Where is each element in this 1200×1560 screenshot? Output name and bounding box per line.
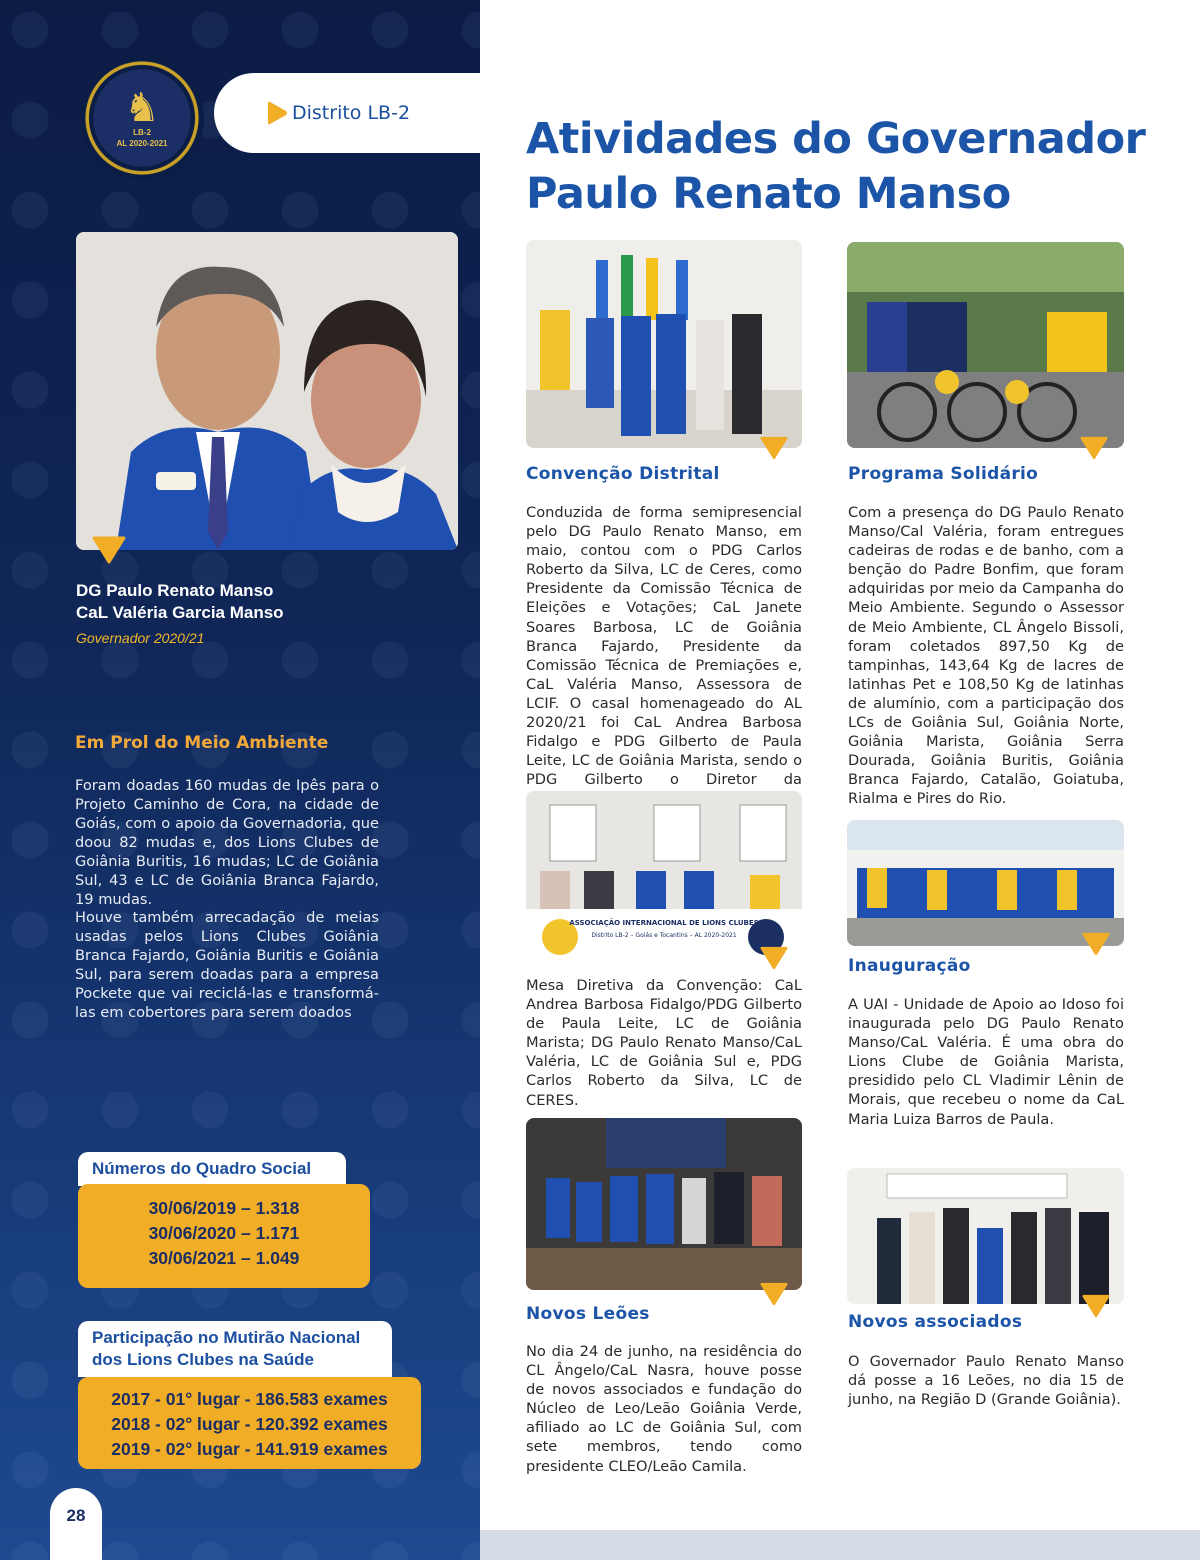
- convention-title: Convenção Distrital: [526, 464, 720, 484]
- portrait-caption: [76, 580, 284, 624]
- membership-box: [78, 1184, 370, 1288]
- seal-year: AL 2020-2021: [116, 139, 168, 148]
- solidarity-program-photo: [847, 242, 1124, 448]
- environment-section-title: Em Prol do Meio Ambiente: [75, 733, 329, 753]
- gold-pin-marker-icon: [1082, 1294, 1110, 1318]
- gold-pin-marker-icon: [760, 436, 788, 460]
- new-leos-text: No dia 24 de junho, na residência do CL Ângelo/CaL Nasra, houve posse de novos associados e fundação do Núcleo de Leo/Leão Goiânia Verde, afiliado ao LC de Goiânia Sul, com sete membros, tendo como presidente CLEO/Leão Camila.: [526, 1343, 802, 1475]
- inauguration-text: A UAI - Unidade de Apoio ao Idoso foi inaugurada pelo DG Paulo Renato Manso/CaL Valéria. É uma obra do Lions Clube de Goiânia Marista, presidido pelo CL Vladimir Lênin de Morais, que recebeu o nome da CaL Maria Luiza Barros de Paula.: [848, 996, 1124, 1128]
- membership-box-title: Números do Quadro Social: [78, 1152, 346, 1186]
- mutirao-row: 2018 - 02° lugar - 120.392 exames: [111, 1414, 388, 1434]
- membership-row: 30/06/2019 – 1.318: [148, 1198, 300, 1218]
- governor-portrait-photo: [76, 232, 458, 550]
- new-leos-photo: [526, 1118, 802, 1290]
- gold-pin-marker-icon: [760, 946, 788, 970]
- inauguration-title: Inauguração: [848, 956, 971, 976]
- district-label: Distrito LB-2: [292, 102, 411, 124]
- inauguration-photo: [847, 820, 1124, 946]
- new-members-illustration: [847, 1168, 1124, 1304]
- gold-pin-marker-icon: [760, 1282, 788, 1306]
- board-table-illustration: [526, 791, 802, 963]
- convention-photo: [526, 240, 802, 448]
- district-tab: [214, 73, 480, 153]
- new-members-photo: [847, 1168, 1124, 1304]
- portrait-illustration: [76, 232, 458, 550]
- gold-pin-marker-icon: [1080, 436, 1108, 460]
- environment-paragraph-1: Foram doadas 160 mudas de Ipês para o Projeto Caminho de Cora, na cidade de Goiás, com o apoio da Governadoria, que doou 82 mudas e, dos Lions Clubes de Goiânia Buritis, 16 mudas; LC de Goiânia Sul, 43 e LC de Goiânia Branca Fajardo, 19 mudas.: [75, 777, 379, 908]
- solidarity-program-text: Com a presença do DG Paulo Renato Manso/Cal Valéria, foram entregues cadeiras de rodas e de banho, com a benção do Padre Bonfim, que foram adquiridas por meio da Campanha do Meio Ambiente. Segundo o Assessor de Meio Ambiente, CL Ângelo Bissoli, foram coletados 897,50 Kg de tampinhas, 143,64 Kg de lacres de latinhas Pet e 108,50 Kg de latinhas de alumínio, com a participação dos LCs de Goiânia Sul, Goiânia Norte, Goiânia Marista, Goiânia Serra Dourada, Goiânia Buritis, Goiânia Branca Fajardo, Catalão, Goiatuba, Rialma e Pires do Rio.: [848, 504, 1124, 808]
- banner-line-1: ASSOCIAÇÃO INTERNACIONAL DE LIONS CLUBES: [569, 919, 759, 927]
- gold-pin-marker-icon: [1082, 932, 1110, 956]
- solidarity-program-title: Programa Solidário: [848, 464, 1039, 484]
- gold-pin-marker-icon: [92, 536, 126, 564]
- page-title-line-2: Paulo Renato Manso: [526, 169, 1011, 219]
- mutirao-box-title: [78, 1321, 392, 1377]
- new-members-text: O Governador Paulo Renato Manso dá posse a 16 Leões, no dia 15 de junho, na Região D (Grande Goiânia).: [848, 1353, 1124, 1409]
- horse-head-icon: ♞: [124, 86, 160, 130]
- board-table-text: Mesa Diretiva da Convenção: CaL Andrea Barbosa Fidalgo/PDG Gilberto de Paula Leite, LC de Goiânia Marista; DG Paulo Renato Manso/CaL Valéria, LC de Goiânia Sul e, PDG Carlos Roberto da Silva, LC de CERES.: [526, 977, 802, 1109]
- inauguration-illustration: [847, 820, 1124, 946]
- page-number: 28: [50, 1488, 102, 1560]
- portrait-role: Governador 2020/21: [76, 630, 205, 646]
- convention-text: Conduzida de forma semipresencial pelo DG Paulo Renato Manso, em maio, contou com o PDG Carlos Roberto da Silva, LC de Ceres, como Presidente da Comissão Técnica de Eleições e Votações; CaL Janete Soares Barbosa, LC de Goiânia Branca Fajardo, Presidente da Comissão Técnica de Premiações e, CaL Valéria Manso, Assessora de LCIF. O casal homenageado do AL 2020/21 foi CaL Andrea Barbosa Fidalgo e PDG Gilberto de Paula Leite, LC de Goiânia Marista, sendo o PDG Gilberto o Diretor da: [526, 504, 802, 789]
- page-title-line-1: Atividades do Governador: [526, 114, 1146, 164]
- portrait-name-2: CaL Valéria Garcia Manso: [76, 603, 284, 622]
- portrait-name-1: DG Paulo Renato Manso: [76, 581, 274, 600]
- page-title: [526, 112, 1145, 222]
- district-seal: [80, 56, 204, 180]
- mutirao-title-line-2: dos Lions Clubes na Saúde: [92, 1350, 314, 1369]
- footer-strip: [480, 1530, 1200, 1560]
- environment-paragraph-2: Houve também arrecadação de meias usadas pelos Lions Clubes Goiânia Branca Fajardo, Goiânia Buritis e Goiânia Sul, para serem doadas para a empresa Pockete que vai reciclá-las e transformá-las em cobertores para serem doados: [75, 909, 379, 1021]
- new-leos-illustration: [526, 1118, 802, 1290]
- membership-row: 30/06/2021 – 1.049: [148, 1248, 300, 1268]
- membership-row: 30/06/2020 – 1.171: [148, 1223, 300, 1243]
- board-table-photo: [526, 791, 802, 963]
- solidarity-program-illustration: [847, 242, 1124, 448]
- mutirao-box: [78, 1377, 421, 1469]
- new-members-title: Novos associados: [848, 1312, 1023, 1332]
- mutirao-title-line-1: Participação no Mutirão Nacional: [92, 1328, 361, 1347]
- mutirao-row: 2017 - 01° lugar - 186.583 exames: [111, 1389, 388, 1409]
- seal-district: LB-2: [133, 128, 151, 137]
- mutirao-row: 2019 - 02° lugar - 141.919 exames: [111, 1439, 388, 1459]
- left-panel: [0, 0, 480, 1560]
- new-leos-title: Novos Leões: [526, 1304, 650, 1324]
- play-arrow-icon: [264, 101, 288, 125]
- convention-illustration: [526, 240, 802, 448]
- banner-line-2: Distrito LB-2 – Goiás e Tocantins – AL 2020-2021: [591, 932, 737, 939]
